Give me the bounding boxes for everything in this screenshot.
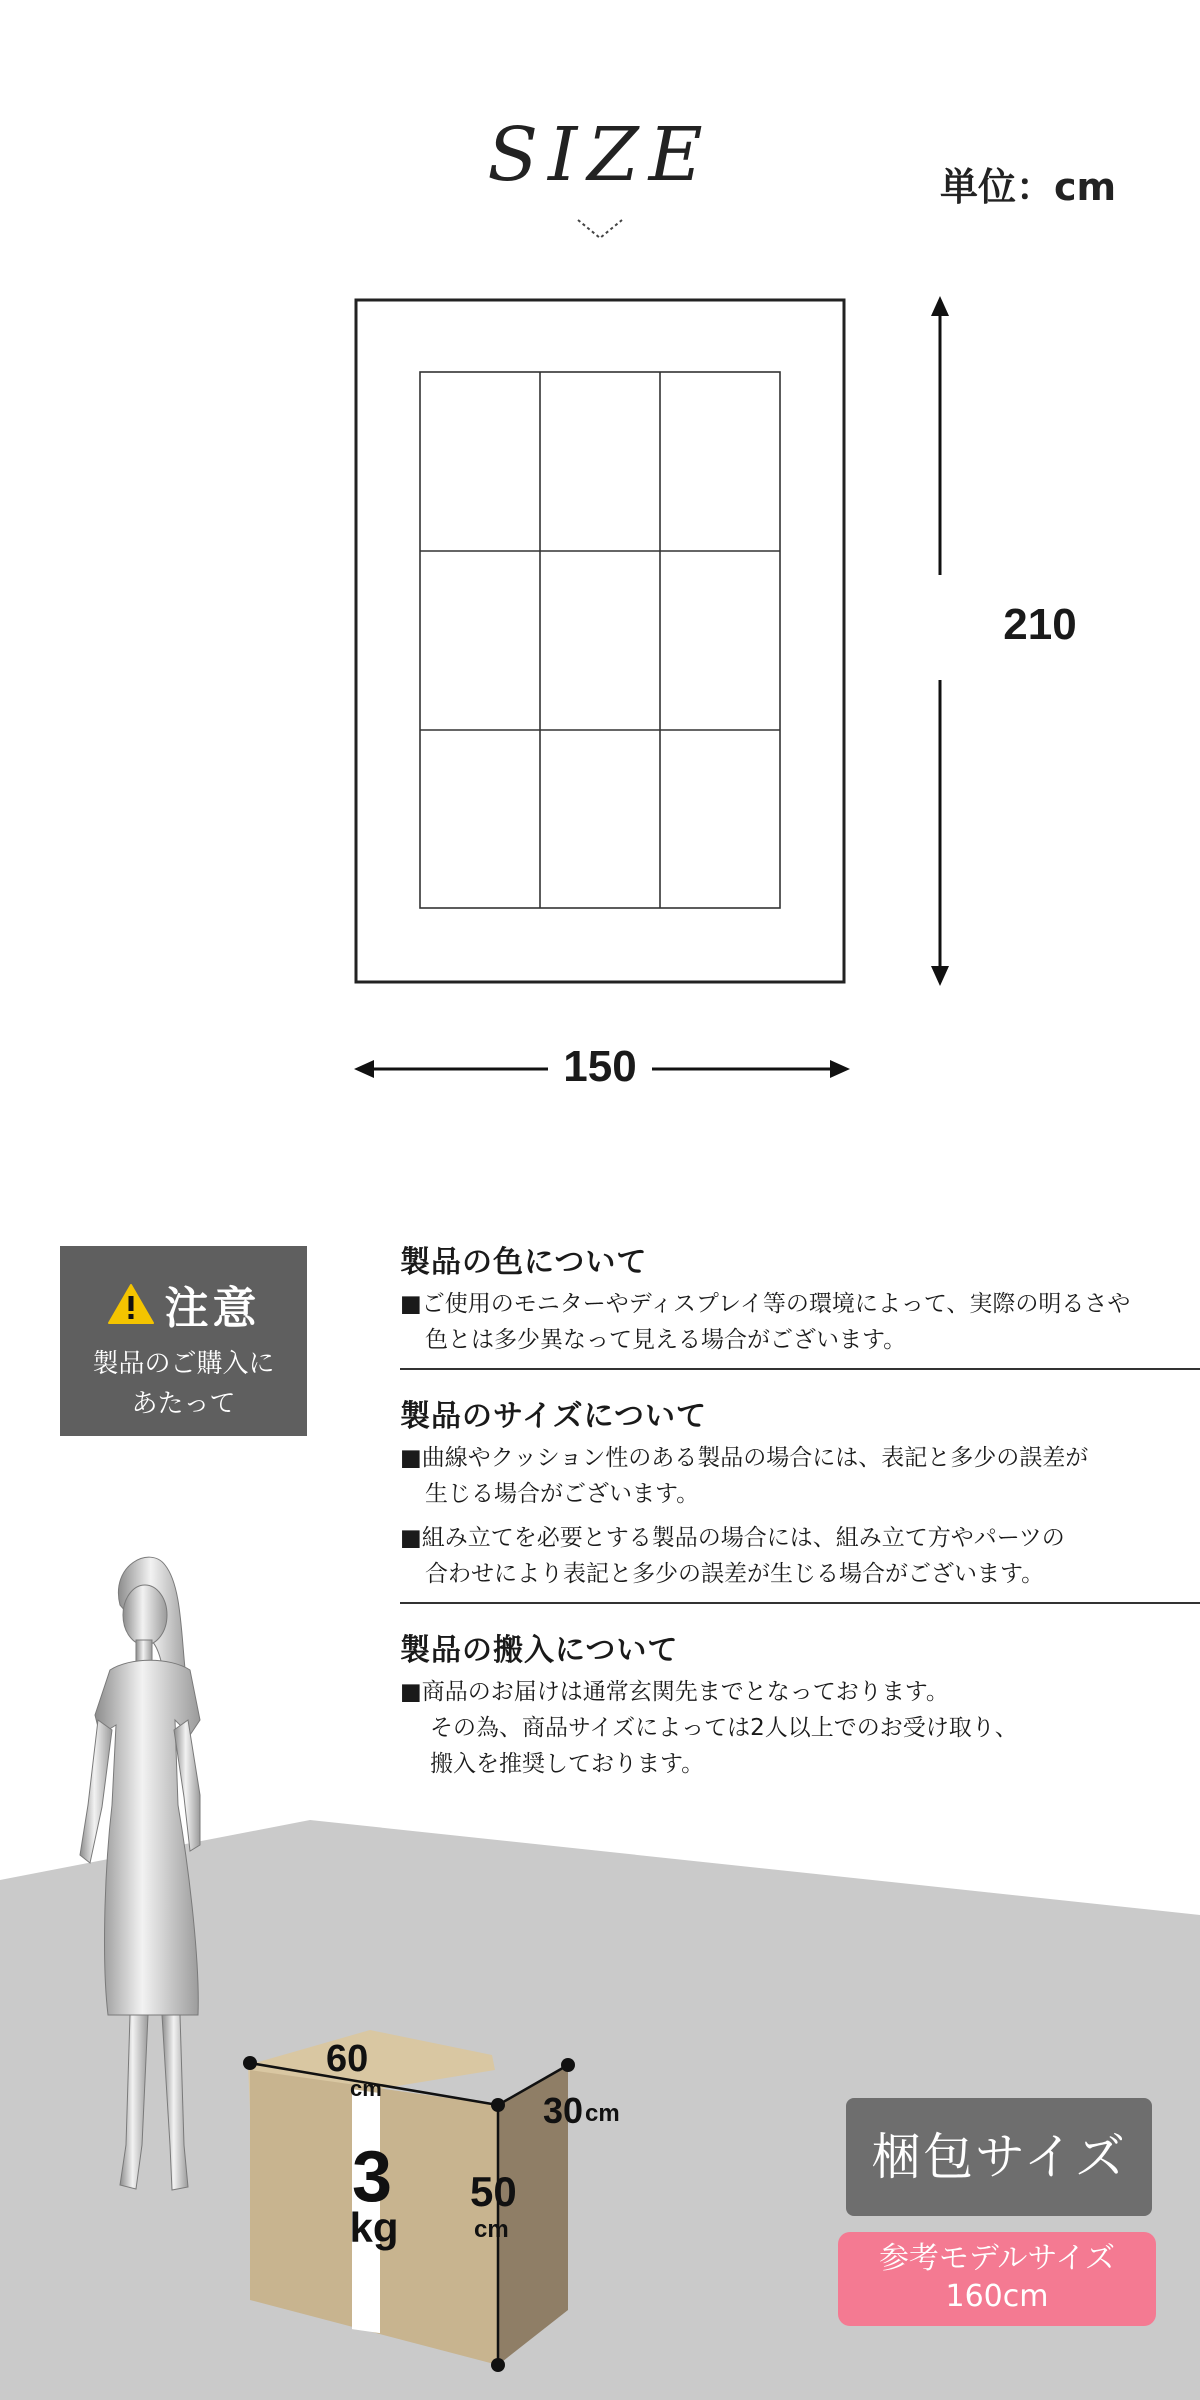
width-dimension: 150 [563, 1042, 637, 1091]
outer-frame [356, 300, 844, 982]
note-section-size [400, 1394, 1200, 1604]
note-item [400, 1674, 1200, 1782]
size-title: SIZE [487, 112, 713, 198]
note-item [400, 1286, 1200, 1358]
note-section-delivery [400, 1628, 1200, 1782]
inner-panel-grid [420, 372, 780, 908]
note-line: ■ご使用のモニターやディスプレイ等の環境によって、実際の明るさや [400, 1291, 1131, 1317]
notice-subtitle-line: あたって [131, 1389, 236, 1419]
notice-title: 注意 [164, 1283, 261, 1334]
note-item [400, 1520, 1200, 1592]
model-size-label: 参考モデルサイズ [878, 2241, 1116, 2276]
package-size-label: 梱包サイズ [846, 2098, 1152, 2216]
model-size-badge [838, 2232, 1156, 2326]
notes-list [400, 1240, 1200, 1790]
warning-icon [107, 1283, 155, 1325]
divider [400, 1602, 1200, 1604]
package-weight: 3 [351, 2137, 393, 2217]
unit-label: 単位：cm [940, 165, 1117, 209]
note-line: 生じる場合がございます。 [425, 1481, 700, 1507]
product-diagram [0, 0, 1200, 1150]
divider [400, 1368, 1200, 1370]
package-depth: 30 [543, 2090, 584, 2131]
note-title: 製品の搬入について [400, 1633, 679, 1668]
package-height-unit: cm [474, 2216, 509, 2243]
note-item [400, 1440, 1200, 1512]
package-height: 50 [470, 2168, 517, 2215]
package-width: 60 [326, 2038, 369, 2080]
package-box [230, 2010, 610, 2380]
note-title: 製品の色について [400, 1245, 648, 1280]
note-title: 製品のサイズについて [400, 1399, 707, 1434]
package-width-unit: cm [350, 2076, 382, 2101]
note-line: ■商品のお届けは通常玄関先までとなっております。 [400, 1679, 949, 1705]
note-line: 搬入を推奨しております。 [430, 1751, 705, 1777]
package-depth-unit: cm [585, 2100, 620, 2127]
model-size-value: 160cm [945, 2279, 1049, 2314]
note-line: その為、商品サイズによっては2人以上でのお受け取り、 [430, 1715, 1018, 1741]
reference-model-figure [50, 1545, 260, 2245]
height-arrow [931, 296, 949, 986]
notice-subtitle [60, 1344, 307, 1424]
notice-subtitle-line: 製品のご購入に [92, 1349, 275, 1379]
package-weight-unit: kg [349, 2204, 399, 2251]
height-dimension: 210 [1003, 600, 1077, 649]
notice-badge [60, 1246, 307, 1436]
note-line: 色とは多少異なって見える場合がございます。 [425, 1327, 907, 1353]
note-line: ■組み立てを必要とする製品の場合には、組み立て方やパーツの [400, 1525, 1065, 1551]
note-section-color [400, 1240, 1200, 1370]
note-line: ■曲線やクッション性のある製品の場合には、表記と多少の誤差が [400, 1445, 1089, 1471]
note-line: 合わせにより表記と多少の誤差が生じる場合がございます。 [425, 1561, 1045, 1587]
